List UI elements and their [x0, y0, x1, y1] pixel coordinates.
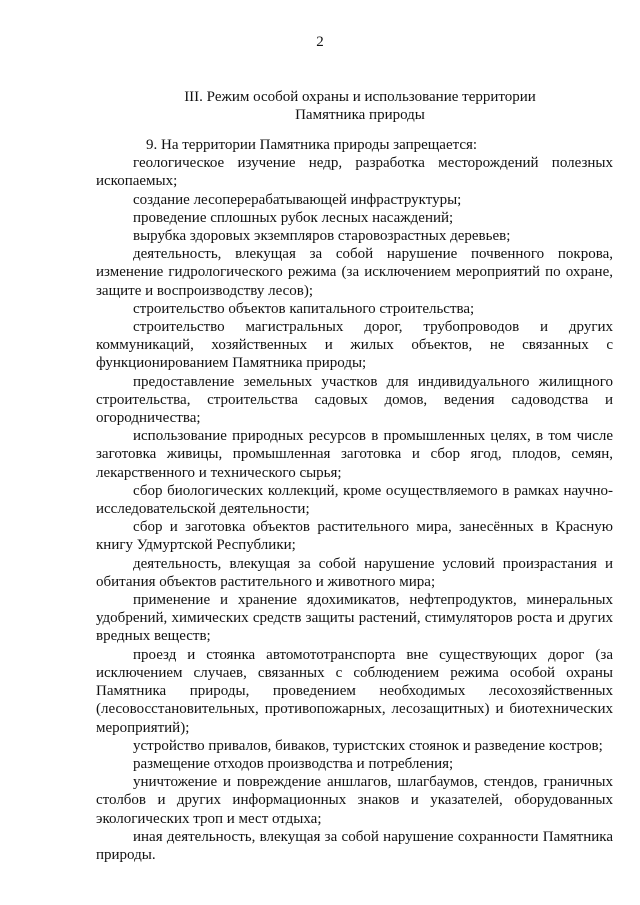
paragraph-intro: 9. На территории Памятника природы запрещается:: [146, 137, 478, 153]
paragraph: уничтожение и повреждение аншлагов, шлагбаумов, стендов, граничных столбов и других информационных знаков и указателей, оборудованных экологических троп и мест отдыха;: [96, 774, 613, 827]
document-body: [96, 136, 613, 864]
section-title-line-1: III. Режим особой охраны и использование территории: [184, 89, 536, 105]
paragraph: иная деятельность, влекущая за собой нарушение сохранности Памятника природы.: [96, 828, 613, 863]
paragraph: геологическое изучение недр, разработка месторождений полезных ископаемых;: [96, 155, 613, 190]
paragraph: создание лесоперерабатывающей инфраструктуры;: [133, 191, 462, 208]
paragraph: сбор и заготовка объектов растительного мира, занесённых в Красную книгу Удмуртской Республики;: [96, 519, 613, 554]
paragraph: проведение сплошных рубок лесных насаждений;: [133, 209, 454, 226]
section-title: [120, 88, 600, 124]
paragraph: сбор биологических коллекций, кроме осуществляемого в рамках научно-исследовательской деятельности;: [96, 482, 613, 518]
paragraph: предоставление земельных участков для индивидуального жилищного строительства, строительства садовых домов, ведения садоводства и огородничества;: [96, 373, 613, 427]
page-number: 2: [316, 34, 324, 50]
paragraph: применение и хранение ядохимикатов, нефтепродуктов, минеральных удобрений, химических средств защиты растений, стимуляторов роста и других вредных веществ;: [96, 592, 613, 645]
paragraph: строительство магистральных дорог, трубопроводов и других коммуникаций, хозяйственных и жилых объектов, не связанных с функционированием Памятника природы;: [96, 319, 613, 372]
paragraph: деятельность, влекущая за собой нарушение условий произрастания и обитания объектов растительного и животного мира;: [96, 555, 613, 590]
paragraph: размещение отходов производства и потребления;: [133, 755, 454, 772]
section-title-line-2: Памятника природы: [295, 107, 425, 123]
paragraph: использование природных ресурсов в промышленных целях, в том числе заготовка живицы, промышленная заготовка и сбор ягод, плодов, семян, лекарственного и технического сырья;: [96, 428, 613, 481]
paragraph: деятельность, влекущая за собой нарушение почвенного покрова, изменение гидрологического режима (за исключением мероприятий по охране, защите и воспроизводству лесов);: [96, 246, 613, 299]
paragraph: проезд и стоянка автомототранспорта вне существующих дорог (за исключением случаев, связанных с соблюдением режима особой охраны Памятника природы, проведением необходимых лесохозяйственных (лесовосстановительных, противопожарных, лесозащитных) и биотехнических мероприятий);: [96, 646, 613, 736]
paragraph: вырубка здоровых экземпляров старовозрастных деревьев;: [133, 228, 511, 245]
paragraph: устройство привалов, биваков, туристских стоянок и разведение костров;: [133, 737, 603, 754]
paragraph: строительство объектов капитального строительства;: [133, 300, 475, 317]
